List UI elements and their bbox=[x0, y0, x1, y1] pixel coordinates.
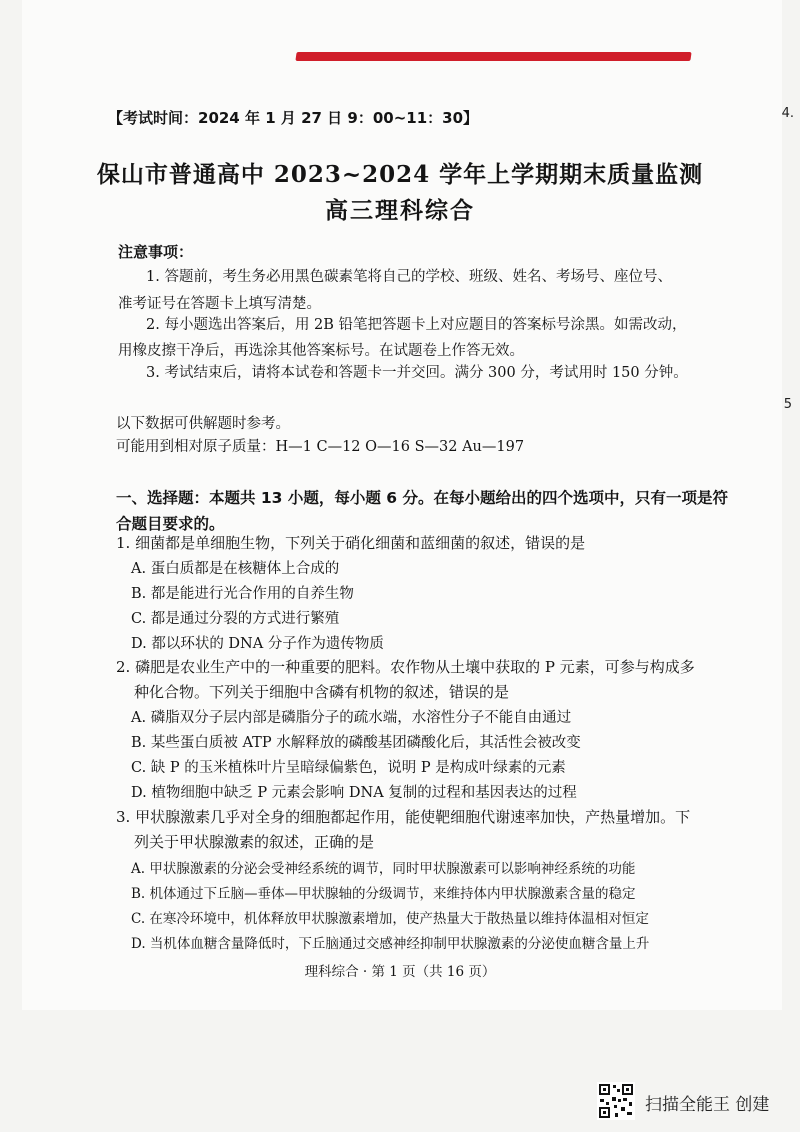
notice-item-3: 3. 考试结束后，请将本试卷和答题卡一并交回。满分 300 分，考试用时 150 分钟。 bbox=[146, 365, 688, 381]
edge-page-number-mid: 5 bbox=[783, 397, 792, 412]
qr-code-icon bbox=[597, 1082, 635, 1120]
question-2-option-a: A. 磷脂双分子层内部是磷脂分子的疏水端，水溶性分子不能自由通过 bbox=[131, 710, 572, 726]
question-3-stem: 3. 甲状腺激素几乎对全身的细胞都起作用，能使靶细胞代谢速率加快，产热量增加。下 bbox=[116, 808, 691, 826]
question-1-option-c: C. 都是通过分裂的方式进行繁殖 bbox=[131, 611, 340, 627]
notice-item-2-cont: 用橡皮擦干净后，再选涂其他答案标号。在试题卷上作答无效。 bbox=[118, 343, 524, 359]
section-heading-cont: 合题目要求的。 bbox=[116, 515, 225, 533]
atomic-masses: 可能用到相对原子质量：H—1 C—12 O—16 S—32 Au—197 bbox=[116, 439, 525, 455]
notice-item-1: 1. 答题前，考生务必用黑色碳素笔将自己的学校、班级、姓名、考场号、座位号、 bbox=[146, 269, 672, 285]
notice-heading: 注意事项： bbox=[118, 243, 194, 261]
question-3-stem-cont: 列关于甲状腺激素的叙述，正确的是 bbox=[134, 833, 375, 851]
exam-subject: 高三理科综合 bbox=[325, 197, 475, 224]
page-footer: 理科综合 · 第 1 页（共 16 页） bbox=[304, 964, 496, 980]
question-1-option-b: B. 都是能进行光合作用的自养生物 bbox=[131, 586, 354, 602]
question-2-stem: 2. 磷肥是农业生产中的一种重要的肥料。农作物从土壤中获取的 P 元素，可参与构成多 bbox=[116, 658, 695, 676]
reference-note: 以下数据可供解题时参考。 bbox=[116, 416, 290, 432]
section-heading: 一、选择题：本题共 13 小题，每小题 6 分。在每小题给出的四个选项中，只有一项是符 bbox=[116, 489, 728, 507]
question-3-option-b: B. 机体通过下丘脑—垂体—甲状腺轴的分级调节，来维持体内甲状腺激素含量的稳定 bbox=[131, 886, 636, 902]
question-2-option-c: C. 缺 P 的玉米植株叶片呈暗绿偏紫色，说明 P 是构成叶绿素的元素 bbox=[131, 760, 566, 776]
question-1-option-a: A. 蛋白质都是在核糖体上合成的 bbox=[131, 561, 340, 577]
question-3-option-d: D. 当机体血糖含量降低时，下丘脑通过交感神经抑制甲状腺激素的分泌使血糖含量上升 bbox=[131, 936, 650, 952]
scanner-watermark: 扫描全能王 创建 bbox=[645, 1095, 770, 1115]
exam-time: 【考试时间：2024 年 1 月 27 日 9：00~11：30】 bbox=[108, 109, 479, 127]
exam-title: 保山市普通高中 2023~2024 学年上学期期末质量监测 bbox=[96, 161, 704, 188]
question-3-option-a: A. 甲状腺激素的分泌会受神经系统的调节，同时甲状腺激素可以影响神经系统的功能 bbox=[131, 861, 636, 877]
notice-item-2: 2. 每小题选出答案后，用 2B 铅笔把答题卡上对应题目的答案标号涂黑。如需改动， bbox=[146, 317, 687, 333]
question-2-option-d: D. 植物细胞中缺乏 P 元素会影响 DNA 复制的过程和基因表达的过程 bbox=[131, 785, 577, 801]
question-1-option-d: D. 都以环状的 DNA 分子作为遗传物质 bbox=[131, 636, 384, 652]
edge-page-number-top: 4. bbox=[781, 106, 794, 121]
question-2-stem-cont: 种化合物。下列关于细胞中含磷有机物的叙述，错误的是 bbox=[134, 683, 510, 701]
notice-item-1-cont: 准考证号在答题卡上填写清楚。 bbox=[118, 296, 321, 312]
question-2-option-b: B. 某些蛋白质被 ATP 水解释放的磷酸基团磷酸化后，其活性会被改变 bbox=[131, 735, 581, 751]
red-header-strip bbox=[295, 52, 691, 61]
question-3-option-c: C. 在寒冷环境中，机体释放甲状腺激素增加，使产热量大于散热量以维持体温相对恒定 bbox=[131, 911, 649, 927]
question-1-stem: 1. 细菌都是单细胞生物，下列关于硝化细菌和蓝细菌的叙述，错误的是 bbox=[116, 534, 586, 552]
